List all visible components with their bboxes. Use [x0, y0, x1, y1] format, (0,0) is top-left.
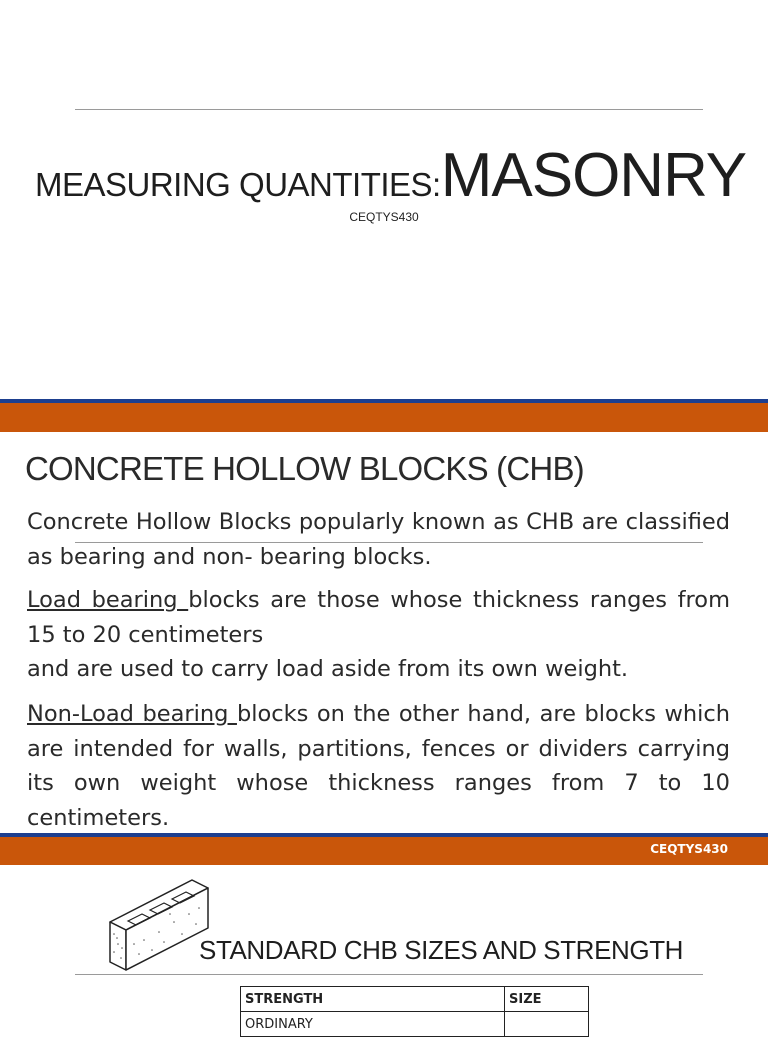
sizes-heading: STANDARD CHB SIZES AND STRENGTH [199, 935, 684, 965]
load-bearing-text-2: and are used to carry load aside from its own weight. [27, 656, 629, 682]
table-cell [505, 1012, 589, 1037]
table-cell: ORDINARY [241, 1012, 505, 1037]
non-load-bearing-text: blocks on the other hand, are blocks which are intended for walls, partitions, fences or dividers carrying its own weight whose thickness ranges from 7 to 10 centimeters. [27, 701, 730, 831]
section-heading: CONCRETE HOLLOW BLOCKS (CHB) [25, 450, 584, 487]
header-size: SIZE [505, 987, 589, 1012]
sizes-heading-rule [75, 974, 703, 975]
intro-text: Concrete Hollow Blocks popularly known as CHB are classified as bearing and non- bearing blocks. [27, 509, 730, 570]
title-top-rule [75, 109, 703, 110]
non-load-bearing-paragraph [27, 697, 730, 835]
slide-divider-orange [0, 403, 768, 432]
title-prefix: MEASURING QUANTITIES: [35, 166, 441, 203]
load-bearing-term: Load bearing [27, 587, 189, 613]
subtitle: CEQTYS430 [349, 210, 419, 224]
page-title [35, 140, 746, 211]
non-load-bearing-term: Non-Load bearing [27, 701, 237, 727]
table-row [241, 1012, 589, 1037]
chb-sizes-table [240, 986, 589, 1037]
header-strength: STRENGTH [241, 987, 505, 1012]
footer-label: CEQTYS430 [650, 842, 728, 856]
load-bearing-text: blocks are those whose thickness ranges from 15 to 20 centimeters [27, 587, 730, 648]
intro-paragraph [27, 505, 730, 574]
table-header-row [241, 987, 589, 1012]
load-bearing-paragraph [27, 583, 730, 687]
title-main: MASONRY [440, 141, 747, 210]
concrete-block-icon [104, 874, 214, 979]
